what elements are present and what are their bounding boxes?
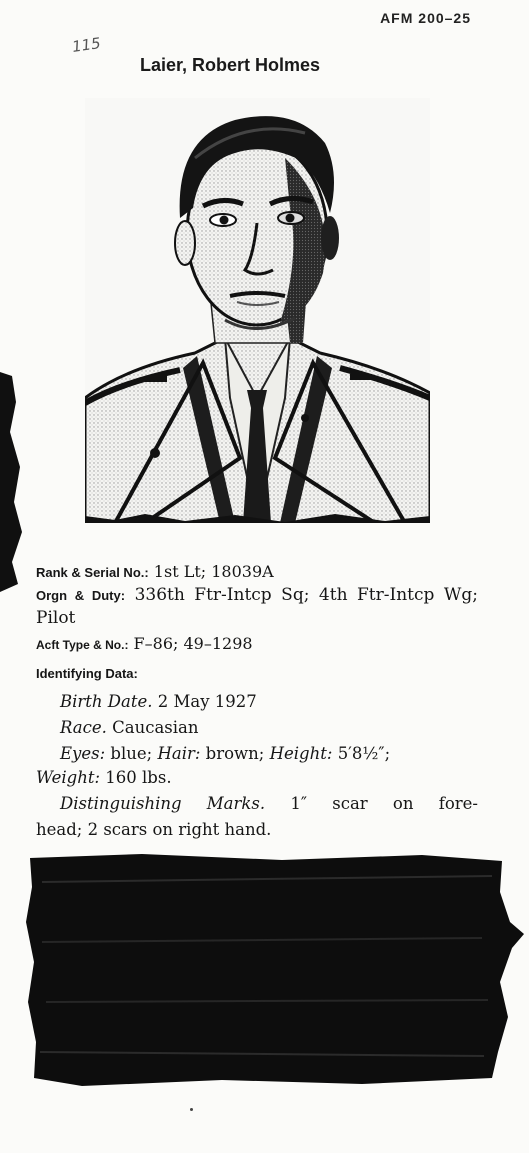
marks-value: 1″ scar on fore-	[290, 794, 478, 813]
race-value: Caucasian	[112, 718, 199, 737]
hair-label: Hair:	[157, 744, 201, 763]
rank-label: Rank & Serial No.:	[36, 565, 149, 580]
marks-label: Distinguishing Marks.	[60, 794, 266, 813]
acft-value: F–86; 49–1298	[133, 634, 253, 653]
birth-value: 2 May 1927	[157, 692, 257, 711]
portrait-photo	[85, 98, 430, 523]
hair-value: brown;	[205, 744, 265, 763]
race-line	[60, 718, 199, 737]
height-label: Height:	[269, 744, 333, 763]
orgn-label: Orgn & Duty:	[36, 588, 126, 603]
scan-edge-smudge	[0, 372, 30, 592]
rank-serial-line	[36, 562, 274, 581]
birth-date-line	[60, 692, 257, 711]
aircraft-line	[36, 634, 253, 653]
acft-label: Acft Type & No.:	[36, 638, 129, 652]
weight-value: 160 lbs.	[105, 768, 172, 787]
distinguishing-marks-line	[60, 794, 478, 813]
weight-line	[36, 768, 172, 787]
height-value: 5′8½″;	[337, 744, 391, 763]
scan-speck	[190, 1108, 193, 1111]
distinguishing-marks-continued: head; 2 scars on right hand.	[36, 820, 272, 839]
document-id: AFM 200–25	[380, 10, 471, 26]
identifying-data-heading: Identifying Data:	[36, 666, 138, 681]
handwritten-number: 115	[70, 34, 102, 56]
weight-label: Weight:	[36, 768, 101, 787]
race-label: Race.	[60, 718, 107, 737]
eyes-hair-height-line	[60, 744, 390, 763]
eyes-value: blue;	[110, 744, 153, 763]
organization-duty-line	[36, 584, 478, 630]
person-name: Laier, Robert Holmes	[140, 55, 321, 75]
rank-value: 1st Lt; 18039A	[153, 562, 274, 581]
redaction-block	[22, 852, 529, 1092]
birth-label: Birth Date.	[60, 692, 153, 711]
orgn-value: 336th Ftr-Intcp Sq; 4th Ftr-Intcp Wg; Pilot	[36, 585, 478, 628]
eyes-label: Eyes:	[60, 744, 106, 763]
